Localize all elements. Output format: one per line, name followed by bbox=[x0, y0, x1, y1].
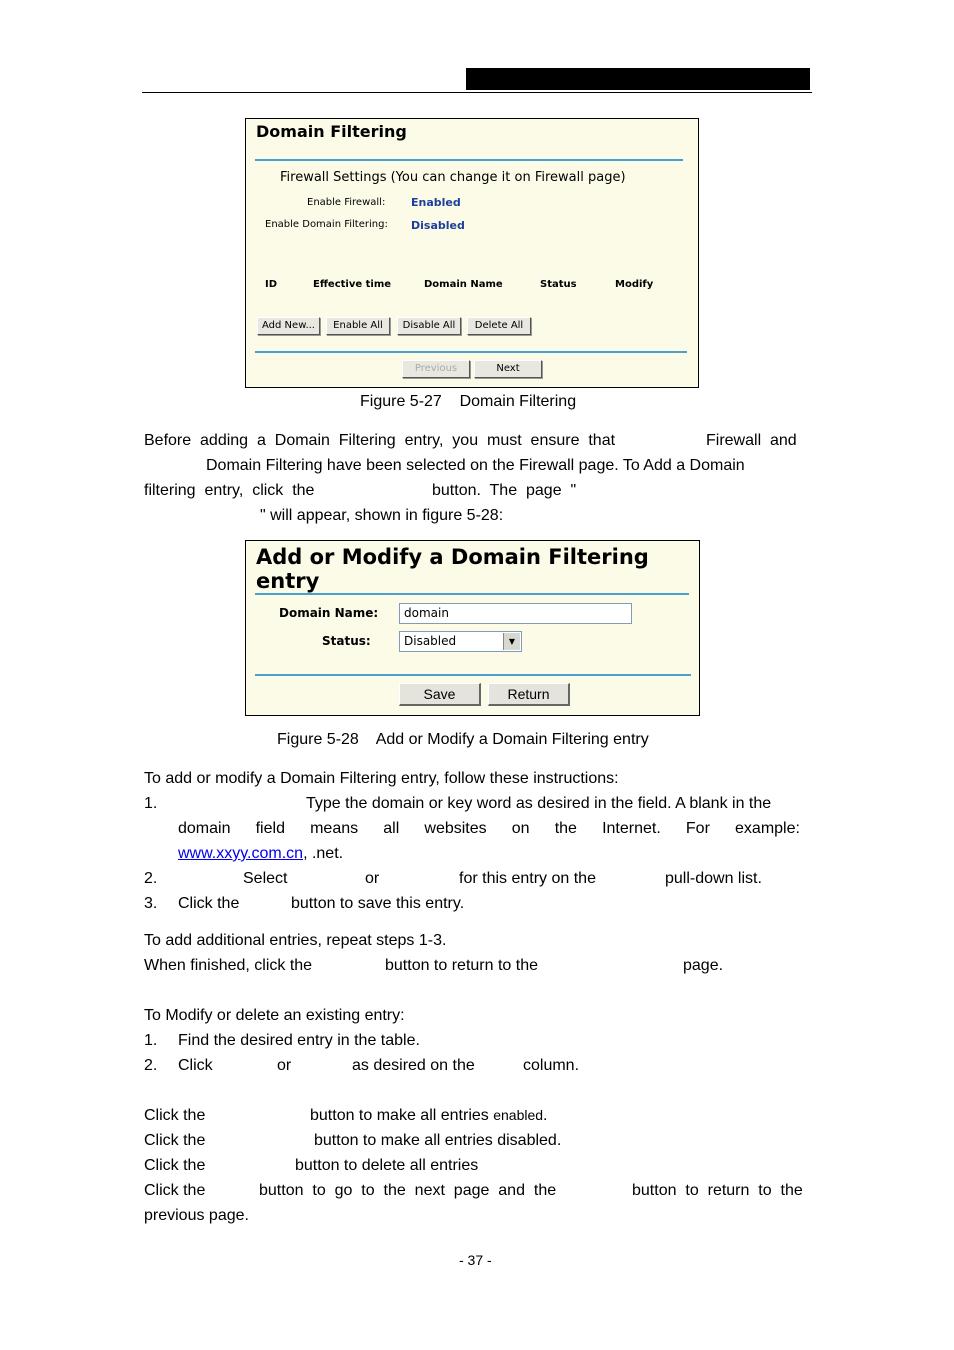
next-button[interactable]: Next bbox=[474, 360, 542, 378]
modify-step2-end: column. bbox=[523, 1057, 580, 1074]
enable-all-button[interactable]: Enable All bbox=[326, 317, 390, 335]
domain-name-input[interactable]: domain bbox=[399, 603, 632, 624]
step3-click: Click the bbox=[178, 895, 240, 912]
example-link[interactable]: www.xxyy.com.cn bbox=[178, 845, 304, 862]
domain-name-label: Domain Name: bbox=[279, 606, 379, 620]
form-title-divider bbox=[255, 593, 689, 595]
add-new-button[interactable]: Add New... bbox=[257, 317, 320, 335]
figure-5-28-caption: Figure 5-28 Add or Modify a Domain Filtering entry bbox=[277, 731, 649, 748]
chevron-down-icon[interactable]: ▼ bbox=[503, 633, 520, 650]
word: For bbox=[685, 820, 710, 837]
title-divider bbox=[255, 159, 683, 161]
table-divider bbox=[255, 351, 687, 353]
enable-all-b bbox=[310, 1103, 548, 1128]
step1-line3 bbox=[178, 841, 343, 866]
step2-select: Select bbox=[243, 870, 288, 887]
domain-filtering-screenshot bbox=[245, 118, 699, 388]
delete-all-button[interactable]: Delete All bbox=[467, 317, 531, 335]
form-bottom-divider bbox=[255, 674, 691, 676]
step1-text: Type the domain or key word as desired in the field. A blank in the bbox=[306, 795, 772, 812]
para1-line4: " will appear, shown in figure 5-28: bbox=[260, 507, 504, 524]
column-header-effective-time: Effective time bbox=[313, 279, 392, 290]
example-rest: , .net. bbox=[303, 845, 344, 862]
status-select-value: Disabled bbox=[404, 634, 457, 648]
repeat-text: To add additional entries, repeat steps 1-3. bbox=[144, 932, 447, 949]
finished-a: When finished, click the bbox=[144, 957, 313, 974]
step1-number: 1. bbox=[144, 795, 158, 812]
word: example: bbox=[735, 820, 800, 837]
word: field bbox=[255, 820, 285, 837]
enable-all-d: . bbox=[543, 1107, 548, 1124]
disable-all-button[interactable]: Disable All bbox=[397, 317, 461, 335]
column-header-domain-name: Domain Name bbox=[424, 279, 503, 290]
modify-step2-or: or bbox=[277, 1057, 292, 1074]
firewall-settings-heading: Firewall Settings (You can change it on Firewall page) bbox=[280, 170, 626, 185]
enable-all-b-text: button to make all entries bbox=[310, 1107, 489, 1124]
word: websites bbox=[424, 820, 487, 837]
save-button[interactable]: Save bbox=[399, 683, 481, 706]
enable-all-a: Click the bbox=[144, 1107, 206, 1124]
previous-button[interactable]: Previous bbox=[402, 360, 470, 378]
modify-step2-number: 2. bbox=[144, 1057, 158, 1074]
step3-number: 3. bbox=[144, 895, 158, 912]
page-number: - 37 - bbox=[459, 1252, 492, 1268]
disable-all-a: Click the bbox=[144, 1132, 206, 1149]
step3-end: button to save this entry. bbox=[291, 895, 465, 912]
page-title: Domain Filtering bbox=[256, 122, 407, 141]
enable-firewall-value: Enabled bbox=[411, 196, 461, 209]
next-prev-a: Click the bbox=[144, 1182, 206, 1199]
modify-step1-text: Find the desired entry in the table. bbox=[178, 1032, 420, 1049]
para1-line1-end: Firewall and bbox=[706, 432, 797, 449]
modify-step2-mid: as desired on the bbox=[352, 1057, 475, 1074]
finished-b: button to return to the bbox=[385, 957, 538, 974]
status-label: Status: bbox=[322, 634, 371, 648]
para1-line3-start: filtering entry, click the bbox=[144, 482, 315, 499]
status-select[interactable] bbox=[399, 631, 522, 652]
figure-5-27-caption: Figure 5-27 Domain Filtering bbox=[360, 393, 577, 410]
finished-c: page. bbox=[683, 957, 724, 974]
step2-or: or bbox=[365, 870, 380, 887]
word: domain bbox=[178, 820, 231, 837]
modify-step2-click: Click bbox=[178, 1057, 213, 1074]
step2-end: pull-down list. bbox=[665, 870, 762, 887]
step1-line2 bbox=[178, 816, 800, 841]
enable-all-c: enabled bbox=[493, 1107, 544, 1123]
delete-all-b: button to delete all entries bbox=[295, 1157, 479, 1174]
word: Internet. bbox=[602, 820, 661, 837]
word: on bbox=[511, 820, 530, 837]
step2-mid: for this entry on the bbox=[459, 870, 596, 887]
enable-domain-filtering-label: Enable Domain Filtering: bbox=[265, 219, 388, 230]
delete-all-a: Click the bbox=[144, 1157, 206, 1174]
para1-line1-start: Before adding a Domain Filtering entry, you must ensure that bbox=[144, 432, 616, 449]
column-header-id: ID bbox=[265, 279, 278, 290]
header-bar bbox=[466, 68, 810, 90]
next-prev-b: button to go to the next page and the bbox=[259, 1182, 557, 1199]
enable-domain-filtering-value: Disabled bbox=[411, 219, 465, 232]
enable-firewall-label: Enable Firewall: bbox=[307, 197, 386, 208]
next-prev-c: button to return to the bbox=[632, 1182, 803, 1199]
word: the bbox=[554, 820, 577, 837]
header-rule bbox=[142, 92, 812, 93]
modify-intro: To Modify or delete an existing entry: bbox=[144, 1007, 405, 1024]
return-button[interactable]: Return bbox=[488, 683, 570, 706]
word: all bbox=[383, 820, 400, 837]
para1-line2: Domain Filtering have been selected on the Firewall page. To Add a Domain bbox=[206, 457, 745, 474]
disable-all-b: button to make all entries disabled. bbox=[314, 1132, 562, 1149]
instructions-intro: To add or modify a Domain Filtering entry, follow these instructions: bbox=[144, 770, 619, 787]
column-header-status: Status bbox=[540, 279, 577, 290]
modify-step1-number: 1. bbox=[144, 1032, 158, 1049]
form-title: Add or Modify a Domain Filtering entry bbox=[256, 545, 649, 593]
column-header-modify: Modify bbox=[615, 279, 654, 290]
step2-number: 2. bbox=[144, 870, 158, 887]
word: means bbox=[310, 820, 359, 837]
next-prev-d: previous page. bbox=[144, 1207, 249, 1224]
add-modify-entry-screenshot bbox=[245, 540, 700, 716]
para1-line3-end: button. The page " bbox=[432, 482, 577, 499]
